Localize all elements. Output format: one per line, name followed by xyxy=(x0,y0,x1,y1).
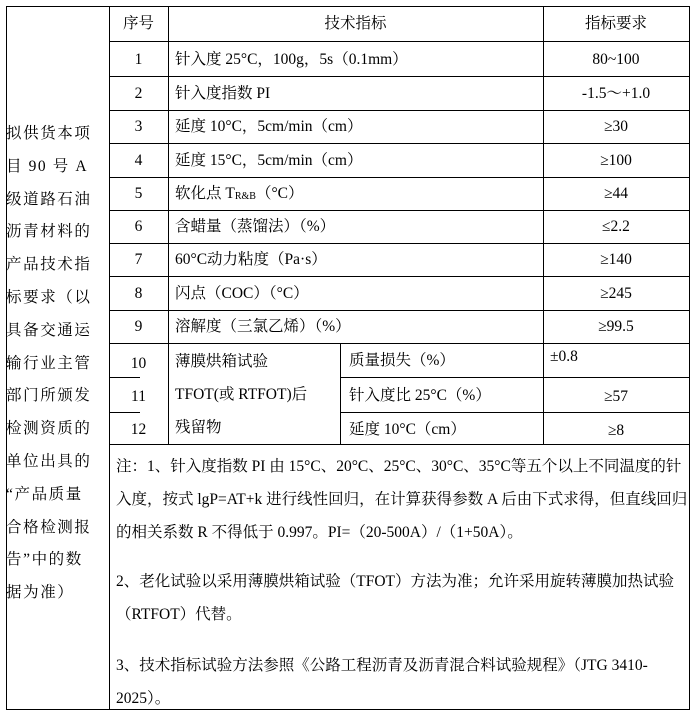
note-2 xyxy=(116,565,688,631)
row-line xyxy=(109,110,690,111)
left-note-line: 告”中的数 xyxy=(6,551,83,569)
row-req: 80~100 xyxy=(592,51,640,68)
tfot-label: 残留物 xyxy=(175,419,222,436)
row-item-text: 软化点 T xyxy=(175,185,235,202)
left-note-line: 产品技术指 xyxy=(6,256,92,274)
row-no: 11 xyxy=(131,388,146,405)
left-note-line: 具备交通运 xyxy=(6,321,92,339)
left-note-line: 据为准） xyxy=(6,584,75,602)
row-item: 针入度 25°C，100g，5s（0.1mm） xyxy=(175,51,408,68)
row-line xyxy=(109,310,690,311)
row-item xyxy=(175,184,304,207)
border-right xyxy=(689,6,690,710)
tfot-label: 薄膜烘箱试验 xyxy=(175,353,269,370)
row-no: 10 xyxy=(130,355,147,372)
row-no: 12 xyxy=(130,421,147,438)
row-item: 60°C动力粘度（Pa·s） xyxy=(175,251,327,268)
note-3-text: 3、技术指标试验方法参照《公路工程沥青及沥青混合料试验规程》（JTG 3410-2025）。 xyxy=(116,657,648,707)
row-req: ±0.8 xyxy=(550,348,578,365)
left-note-line: 单位出具的 xyxy=(6,452,92,470)
row-no: 7 xyxy=(134,251,143,268)
header-req: 指标要求 xyxy=(584,15,647,32)
note-3 xyxy=(116,649,688,715)
row-no: 1 xyxy=(134,51,143,68)
row-line xyxy=(109,143,690,144)
row-req: ≥99.5 xyxy=(598,318,634,335)
left-note xyxy=(6,118,106,610)
note-1 xyxy=(116,450,688,549)
row-no: 5 xyxy=(134,185,143,202)
row-item: 闪点（COC）（°C） xyxy=(175,285,309,302)
row-line xyxy=(109,177,690,178)
row-no: 4 xyxy=(134,152,143,169)
left-note-line: 拟供货本项 xyxy=(6,125,92,142)
row-req: ≤2.2 xyxy=(602,218,630,235)
row-item: 延度 10°C（cm） xyxy=(349,421,466,438)
row-req: ≥8 xyxy=(607,422,625,439)
left-note-line: 检测资质的 xyxy=(6,420,92,438)
tfot-label: TFOT(或 RTFOT)后 xyxy=(175,386,308,403)
row-line xyxy=(109,276,690,277)
row-line xyxy=(340,377,690,378)
row-no: 9 xyxy=(134,318,143,335)
left-note-line: 沥青材料的 xyxy=(6,223,92,241)
row-req: ≥44 xyxy=(603,185,628,202)
row-req: ≥100 xyxy=(600,152,632,169)
header-item: 技术指标 xyxy=(324,15,387,32)
note-2-text: 2、老化试验以采用薄膜烘箱试验（TFOT）方法为准；允许采用旋转薄膜加热试验（RTFOT）代替。 xyxy=(116,573,675,623)
row-line xyxy=(109,76,690,77)
col-line xyxy=(340,343,341,444)
left-note-line: 合格检测报 xyxy=(6,518,92,536)
row-req: ≥140 xyxy=(600,251,632,268)
row-line xyxy=(109,412,140,413)
row-line xyxy=(109,444,690,445)
row-item: 延度 15°C，5cm/min（cm） xyxy=(175,152,363,169)
header-seq: 序号 xyxy=(122,15,154,32)
left-note-line: “产品质量 xyxy=(6,485,83,503)
row-line xyxy=(109,343,690,344)
row-req: ≥57 xyxy=(603,388,628,405)
row-item: 针入度指数 PI xyxy=(175,85,271,102)
row-line xyxy=(109,210,690,211)
row-req: ≥245 xyxy=(600,285,632,302)
row-line xyxy=(109,243,690,244)
row-item: 针入度比 25°C（%） xyxy=(349,387,491,404)
row-no: 6 xyxy=(134,218,143,235)
row-req: -1.5～+1.0 xyxy=(581,85,651,102)
row-line xyxy=(340,412,690,413)
row-item-subscript: R&B xyxy=(234,191,256,202)
row-item: 延度 10°C，5cm/min（cm） xyxy=(175,118,363,135)
col-line xyxy=(168,6,169,444)
note-1-text: 注：1、针入度指数 PI 由 15°C、20°C、25°C、30°C、35°C等五个以上不同温度的针入度，按式 lgP=AT+k 进行线性回归，在计算获得参数 A 后由下式求得，但直线回归的相关系数 R 不得低于 0.997。PI=（20-500A）/（1+50A）。 xyxy=(116,458,688,541)
row-item: 溶解度（三氯乙烯）（%） xyxy=(175,318,351,335)
row-req: ≥30 xyxy=(603,118,628,135)
row-no: 8 xyxy=(134,285,143,302)
left-note-line: 目 90 号 A xyxy=(6,157,89,175)
left-note-line: 标要求（以 xyxy=(6,288,92,306)
left-note-line: 级道路石油 xyxy=(6,190,92,208)
row-item: 质量损失（%） xyxy=(349,352,455,369)
row-line xyxy=(109,377,140,378)
row-item: 含蜡量（蒸馏法）（%） xyxy=(175,218,336,235)
row-no: 3 xyxy=(134,118,143,135)
row-no: 2 xyxy=(134,85,143,102)
row-item-text: （°C） xyxy=(255,185,304,202)
row-line xyxy=(109,41,690,42)
left-note-line: 部门所颁发 xyxy=(6,387,92,405)
left-note-line: 输行业主管 xyxy=(6,354,92,372)
